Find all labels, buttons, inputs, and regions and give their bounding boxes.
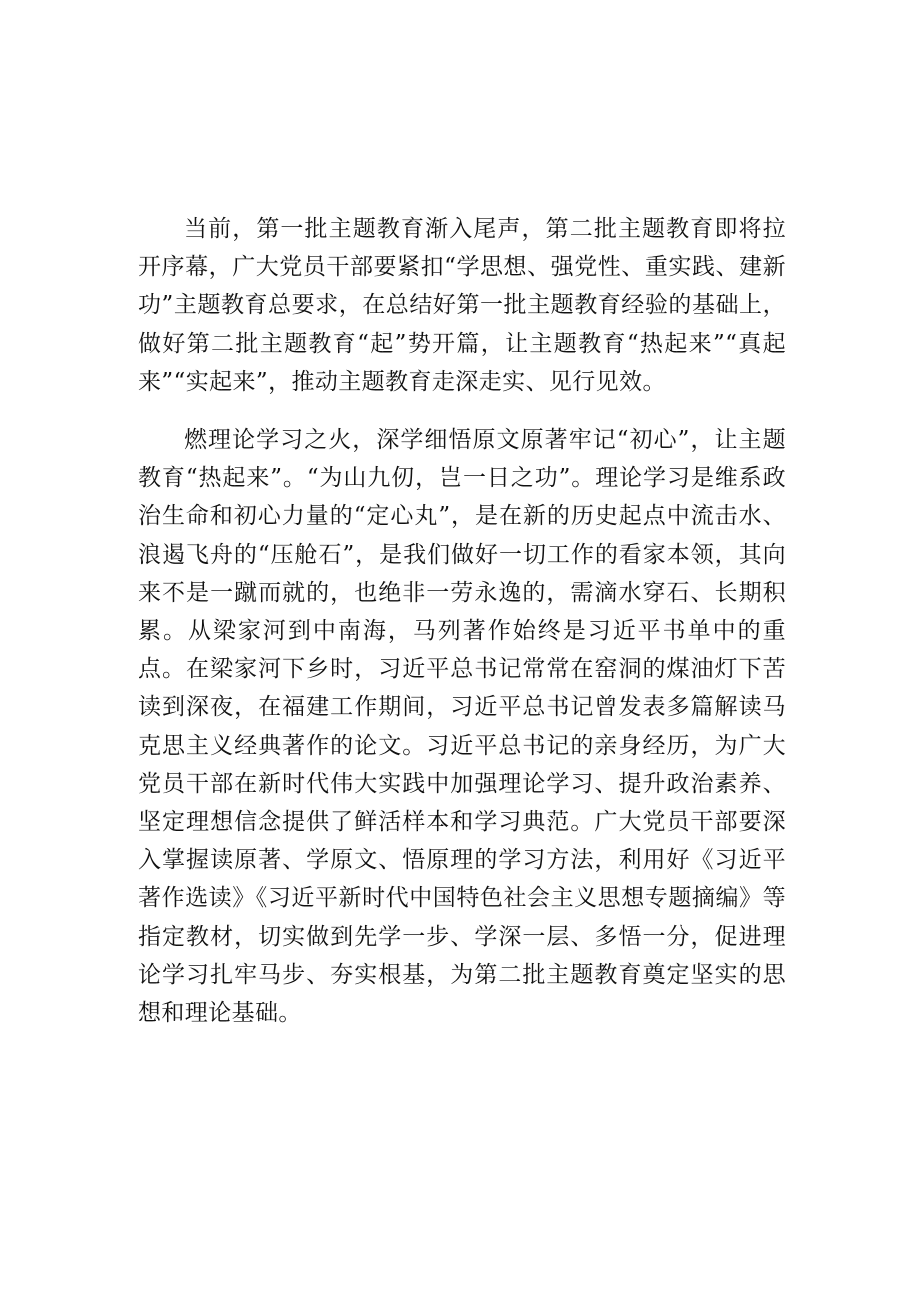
document-body (138, 210, 786, 1032)
paragraph-theory-study: 燃理论学习之火，深学细悟原文原著牢记“初心”，让主题教育“热起来”。“为山九仞，岂一日之功”。理论学习是维系政治生命和初心力量的“定心丸”，是在新的历史起点中流击水、浪遏飞舟的“压舱石”，是我们做好一切工作的看家本领，其向来不是一蹴而就的，也绝非一劳永逸的，需滴水穿石、长期积累。从梁家河到中南海，马列著作始终是习近平书单中的重点。在梁家河下乡时，习近平总书记常常在窑洞的煤油灯下苦读到深夜，在福建工作期间，习近平总书记曾发表多篇解读马克思主义经典著作的论文。习近平总书记的亲身经历，为广大党员干部在新时代伟大实践中加强理论学习、提升政治素养、坚定理想信念提供了鲜活样本和学习典范。广大党员干部要深入掌握读原著、学原文、悟原理的学习方法，利用好《习近平著作选读》《习近平新时代中国特色社会主义思想专题摘编》等指定教材，切实做到先学一步、学深一层、多悟一分，促进理论学习扎牢马步、夯实根基，为第二批主题教育奠定坚实的思想和理论基础。 (138, 427, 786, 1027)
paragraph-intro: 当前，第一批主题教育渐入尾声，第二批主题教育即将拉开序幕，广大党员干部要紧扣“学思想、强党性、重实践、建新功”主题教育总要求，在总结好第一批主题教育经验的基础上，做好第二批主题教育“起”势开篇，让主题教育“热起来”“真起来”“实起来”，推动主题教育走深走实、见行见效。 (138, 216, 786, 395)
